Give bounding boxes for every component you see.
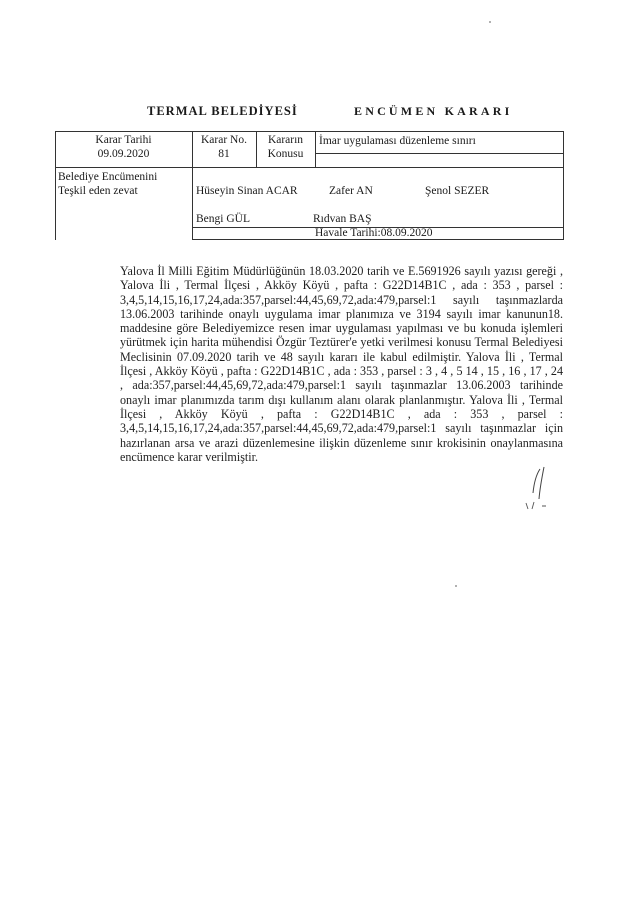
member-name: Şenol SEZER	[425, 185, 490, 197]
konu-value: İmar uygulaması düzenleme sınırı	[319, 135, 476, 147]
scan-speck	[455, 585, 457, 587]
encumen-label: Belediye Encümenini	[58, 171, 158, 183]
karar-tarihi-label: Karar Tarihi	[95, 134, 152, 146]
signature-mark	[522, 465, 552, 510]
decision-body	[120, 264, 563, 464]
member-name: Bengi GÜL	[196, 213, 250, 225]
member-name: Rıdvan BAŞ	[313, 213, 372, 225]
decision-info-table	[55, 131, 564, 240]
decision-title: ENCÜMEN KARARI	[354, 104, 513, 118]
scan-speck	[489, 21, 491, 23]
karar-no-value: 81	[218, 148, 230, 160]
kararin-konusu-label: Kararın	[267, 134, 304, 146]
institution-name: TERMAL BELEDİYESİ	[147, 104, 298, 118]
decision-text: Yalova İl Milli Eğitim Müdürlüğünün 18.03.2020 tarih ve E.5691926 sayılı yazısı gereği , Yalova İli , Termal İlçesi , Akköy Köyü , pafta : G22D14B1C , ada : 353 , parsel : 3,4,5,14,15,16,17,24,ada:357,parsel:44,45,69,72,ada:479,parsel:1 sayılı taşınmazlarda 13.06.2003 tarihinde onaylı uygulama imar planımıza ve 3194 sayılı imar kanunun18. maddesine göre Belediyemizce resen imar uygulaması yapılması ve bu konuda işlemleri yürütmek için harita mühendisi Özgür Teztürer'e yetki verilmesi konusu Termal Belediyesi Meclisinin 07.09.2020 tarih ve 48 sayılı kararı ile kabul edilmiştir. Yalova İli , Termal İlçesi , Akköy Köyü , pafta : G22D14B1C , ada : 353 , parsel : 3 , 4 , 5 14 , 15 , 16 , 17 , 24 , ada:357,parsel:44,45,69,72,ada:479,parsel:1 sayılı taşınmazlar 13.06.2003 tarihinde onaylı imar planımızda tarım dışı kullanım alanı olarak planlanmıştır. Yalova İli , Termal İlçesi , Akköy Köyü , pafta : G22D14B1C , ada : 353 , parsel : 3,4,5,14,15,16,17,24,ada:357,parsel:44,45,69,72,ada:479,parsel:1 sayılı taşınmazlar için hazırlanan arsa ve arazi düzenlemesine ilişkin düzenleme sınır krokisinin onaylanmasına encümence karar verilmiştir.	[120, 264, 563, 464]
karar-no-label: Karar No.	[201, 134, 247, 146]
member-name: Hüseyin Sinan ACAR	[196, 185, 298, 197]
member-name: Zafer AN	[329, 185, 373, 197]
havale-date: Havale Tarihi:08.09.2020	[315, 227, 433, 239]
encumen-label-2: Teşkil eden zevat	[58, 185, 138, 197]
kararin-konusu-label-2: Konusu	[267, 148, 304, 160]
karar-tarihi-value: 09.09.2020	[97, 148, 150, 160]
